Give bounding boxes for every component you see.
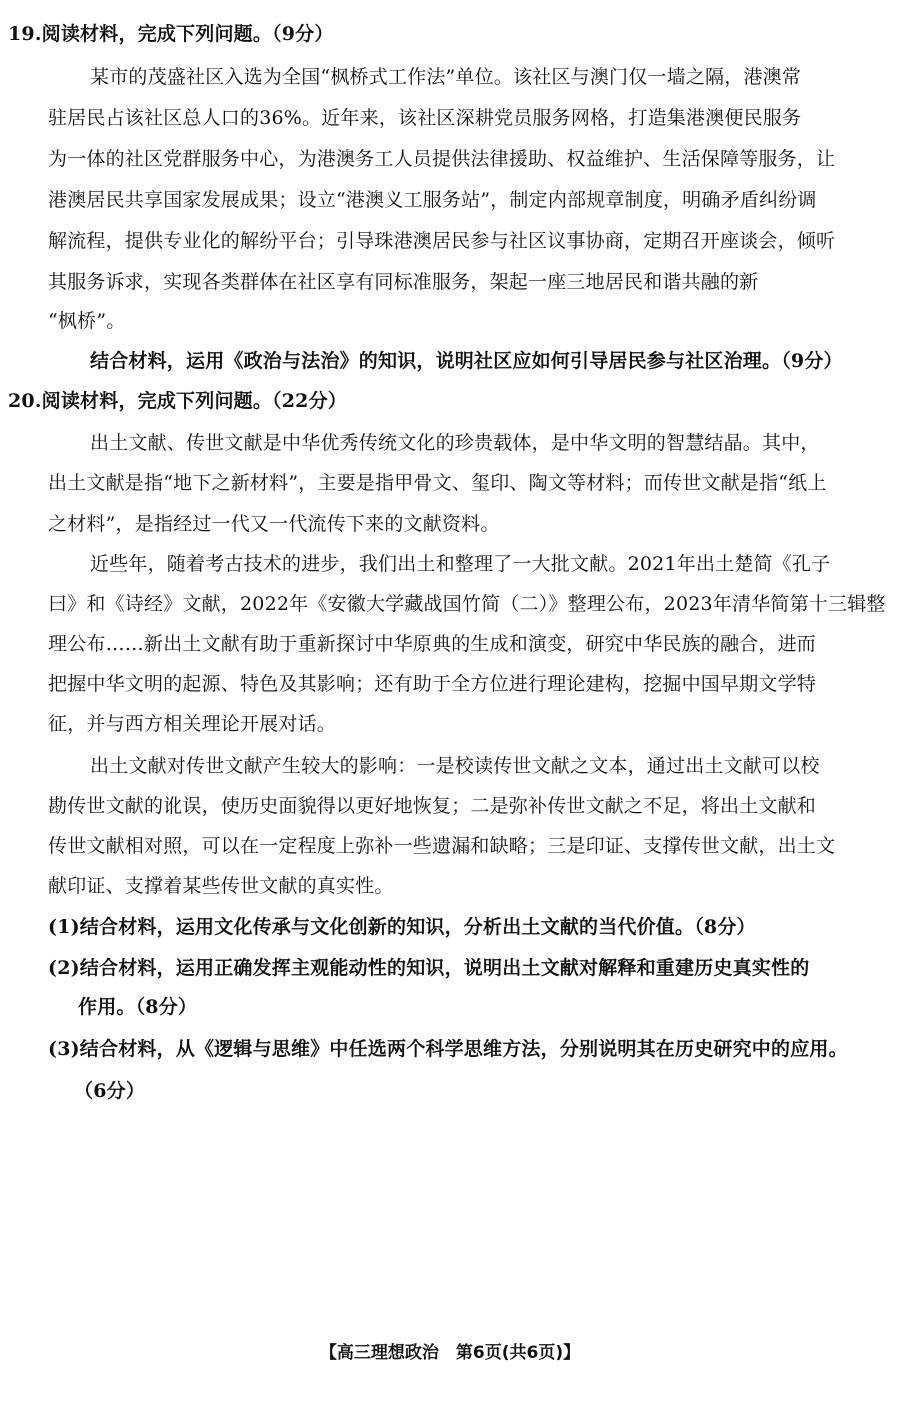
- q20-para3-line: 献印证、支撑着某些传世文献的真实性。: [48, 875, 394, 897]
- q20-subquestion-1: (1)结合材料，运用文化传承与文化创新的知识，分析出土文献的当代价值。（8分）: [48, 916, 756, 938]
- q19-material-line: 解流程，提供专业化的解纷平台；引导珠港澳居民参与社区议事协商，定期召开座谈会，倾听: [48, 230, 836, 252]
- q19-material-line: 驻居民占该社区总人口的36%。近年来，该社区深耕党员服务网格，打造集港澳便民服务: [48, 107, 802, 129]
- q20-subquestion-3: (3)结合材料，从《逻辑与思维》中任选两个科学思维方法，分别说明其在历史研究中的应用。: [48, 1038, 848, 1060]
- q20-subquestion-3-cont: （6分）: [74, 1080, 146, 1102]
- q20-para1-line: 出土文献、传世文献是中华优秀传统文化的珍贵载体，是中华文明的智慧结晶。其中，: [90, 432, 820, 454]
- q20-para3-line: 勘传世文献的讹误，使历史面貌得以更好地恢复；二是弥补传世文献之不足，将出土文献和: [48, 795, 817, 817]
- q19-heading: 19.阅读材料，完成下列问题。（9分）: [8, 23, 334, 45]
- q19-question: 结合材料，运用《政治与法治》的知识，说明社区应如何引导居民参与社区治理。（9分）: [90, 350, 843, 372]
- q20-para2-line: 曰》和《诗经》文献，2022年《安徽大学藏战国竹简（二）》整理公布，2023年清华简第十三辑整: [48, 593, 886, 615]
- q20-subquestion-2-cont: 作用。（8分）: [78, 996, 198, 1018]
- q20-para1-line: 之材料”，是指经过一代又一代流传下来的文献资料。: [48, 513, 500, 535]
- q20-para3-line: 出土文献对传世文献产生较大的影响：一是校读传世文献之文本，通过出土文献可以校: [90, 755, 820, 777]
- q20-para1-line: 出土文献是指“地下之新材料”，主要是指甲骨文、玺印、陶文等材料；而传世文献是指“纸上: [48, 472, 827, 494]
- q20-para2-line: 近些年，随着考古技术的进步，我们出土和整理了一大批文献。2021年出土楚简《孔子: [90, 553, 831, 575]
- q20-heading: 20.阅读材料，完成下列问题。（22分）: [8, 390, 347, 412]
- q19-material-line: 港澳居民共享国家发展成果；设立“港澳义工服务站”，制定内部规章制度，明确矛盾纠纷调: [48, 189, 817, 211]
- page-footer: 【高三理想政治 第6页(共6页)】: [319, 1343, 581, 1363]
- q19-material-line: “枫桥”。: [48, 310, 126, 332]
- q19-material-line: 为一体的社区党群服务中心，为港澳务工人员提供法律援助、权益维护、生活保障等服务，让: [48, 148, 836, 170]
- q20-para2-line: 征，并与西方相关理论开展对话。: [48, 713, 337, 735]
- q19-material-line: 其服务诉求，实现各类群体在社区享有同标准服务，架起一座三地居民和谐共融的新: [48, 271, 759, 293]
- q20-para3-line: 传世文献相对照，可以在一定程度上弥补一些遗漏和缺略；三是印证、支撑传世文献，出土文: [48, 835, 836, 857]
- q20-para2-line: 理公布……新出土文献有助于重新探讨中华原典的生成和演变，研究中华民族的融合，进而: [48, 633, 817, 655]
- q20-para2-line: 把握中华文明的起源、特色及其影响；还有助于全方位进行理论建构，挖掘中国早期文学特: [48, 673, 817, 695]
- q19-material-line: 某市的茂盛社区入选为全国“枫桥式工作法”单位。该社区与澳门仅一墙之隔，港澳常: [90, 66, 802, 88]
- q20-subquestion-2: (2)结合材料，运用正确发挥主观能动性的知识，说明出土文献对解释和重建历史真实性的: [48, 957, 810, 979]
